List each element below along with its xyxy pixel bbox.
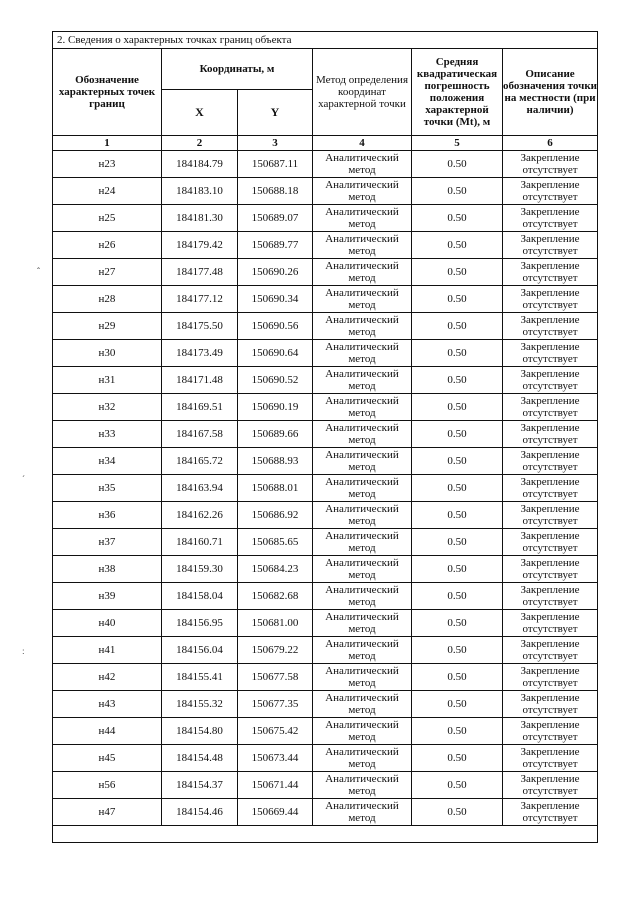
description-cell: Закрепление отсутствует — [503, 502, 598, 529]
description-cell: Закрепление отсутствует — [503, 556, 598, 583]
section-title: 2. Сведения о характерных точках границ объекта — [53, 32, 598, 49]
method-cell: Аналитический метод — [313, 799, 412, 826]
x-coordinate-cell: 184171.48 — [162, 367, 238, 394]
description-cell: Закрепление отсутствует — [503, 691, 598, 718]
y-coordinate-cell: 150687.11 — [238, 151, 313, 178]
error-cell: 0.50 — [412, 583, 503, 610]
method-cell: Аналитический метод — [313, 313, 412, 340]
x-coordinate-cell: 184156.95 — [162, 610, 238, 637]
y-coordinate-cell: 150688.01 — [238, 475, 313, 502]
column-number: 1 — [53, 136, 162, 151]
error-cell: 0.50 — [412, 799, 503, 826]
method-cell: Аналитический метод — [313, 475, 412, 502]
column-number: 3 — [238, 136, 313, 151]
point-id-cell: н41 — [53, 637, 162, 664]
point-id-cell: н44 — [53, 718, 162, 745]
error-cell: 0.50 — [412, 367, 503, 394]
scan-speck: ˊ — [22, 474, 25, 484]
y-coordinate-cell: 150688.18 — [238, 178, 313, 205]
description-cell: Закрепление отсутствует — [503, 637, 598, 664]
x-coordinate-cell: 184155.32 — [162, 691, 238, 718]
y-coordinate-cell: 150689.07 — [238, 205, 313, 232]
y-coordinate-cell: 150681.00 — [238, 610, 313, 637]
y-coordinate-cell: 150689.77 — [238, 232, 313, 259]
description-cell: Закрепление отсутствует — [503, 448, 598, 475]
x-coordinate-cell: 184177.48 — [162, 259, 238, 286]
point-id-cell: н30 — [53, 340, 162, 367]
table-row — [53, 502, 598, 529]
header-error: Средняя квадратическая погрешность положения характерной точки (Mt), м — [412, 49, 503, 136]
error-cell: 0.50 — [412, 286, 503, 313]
table-row — [53, 745, 598, 772]
error-cell: 0.50 — [412, 232, 503, 259]
description-cell: Закрепление отсутствует — [503, 232, 598, 259]
table-row — [53, 286, 598, 313]
table-row — [53, 448, 598, 475]
x-coordinate-cell: 184173.49 — [162, 340, 238, 367]
table-row — [53, 178, 598, 205]
table-row — [53, 664, 598, 691]
point-id-cell: н45 — [53, 745, 162, 772]
y-coordinate-cell: 150684.23 — [238, 556, 313, 583]
x-coordinate-cell: 184181.30 — [162, 205, 238, 232]
column-number: 5 — [412, 136, 503, 151]
description-cell: Закрепление отсутствует — [503, 421, 598, 448]
point-id-cell: н25 — [53, 205, 162, 232]
table-row — [53, 610, 598, 637]
x-coordinate-cell: 184175.50 — [162, 313, 238, 340]
method-cell: Аналитический метод — [313, 691, 412, 718]
method-cell: Аналитический метод — [313, 664, 412, 691]
x-coordinate-cell: 184162.26 — [162, 502, 238, 529]
point-id-cell: н56 — [53, 772, 162, 799]
description-cell: Закрепление отсутствует — [503, 367, 598, 394]
point-id-cell: н36 — [53, 502, 162, 529]
error-cell: 0.50 — [412, 691, 503, 718]
point-id-cell: н24 — [53, 178, 162, 205]
column-number: 2 — [162, 136, 238, 151]
x-coordinate-cell: 184155.41 — [162, 664, 238, 691]
x-coordinate-cell: 184154.46 — [162, 799, 238, 826]
error-cell: 0.50 — [412, 151, 503, 178]
error-cell: 0.50 — [412, 718, 503, 745]
description-cell: Закрепление отсутствует — [503, 610, 598, 637]
point-id-cell: н28 — [53, 286, 162, 313]
y-coordinate-cell: 150685.65 — [238, 529, 313, 556]
table-row — [53, 151, 598, 178]
description-cell: Закрепление отсутствует — [503, 205, 598, 232]
error-cell: 0.50 — [412, 556, 503, 583]
error-cell: 0.50 — [412, 475, 503, 502]
table-row — [53, 232, 598, 259]
y-coordinate-cell: 150690.19 — [238, 394, 313, 421]
x-coordinate-cell: 184154.37 — [162, 772, 238, 799]
description-cell: Закрепление отсутствует — [503, 772, 598, 799]
table-row — [53, 394, 598, 421]
empty-row — [53, 826, 598, 843]
header-method: Метод определения координат характерной точки — [313, 49, 412, 136]
method-cell: Аналитический метод — [313, 367, 412, 394]
error-cell: 0.50 — [412, 178, 503, 205]
point-id-cell: н23 — [53, 151, 162, 178]
description-cell: Закрепление отсутствует — [503, 718, 598, 745]
table-row — [53, 718, 598, 745]
x-coordinate-cell: 184159.30 — [162, 556, 238, 583]
y-coordinate-cell: 150675.42 — [238, 718, 313, 745]
point-id-cell: н31 — [53, 367, 162, 394]
x-coordinate-cell: 184158.04 — [162, 583, 238, 610]
method-cell: Аналитический метод — [313, 340, 412, 367]
error-cell: 0.50 — [412, 637, 503, 664]
table-row — [53, 799, 598, 826]
point-id-cell: н27 — [53, 259, 162, 286]
x-coordinate-cell: 184167.58 — [162, 421, 238, 448]
point-id-cell: н32 — [53, 394, 162, 421]
point-id-cell: н35 — [53, 475, 162, 502]
y-coordinate-cell: 150682.68 — [238, 583, 313, 610]
table-row — [53, 556, 598, 583]
x-coordinate-cell: 184154.80 — [162, 718, 238, 745]
description-cell: Закрепление отсутствует — [503, 313, 598, 340]
description-cell: Закрепление отсутствует — [503, 178, 598, 205]
table-row — [53, 367, 598, 394]
method-cell: Аналитический метод — [313, 151, 412, 178]
method-cell: Аналитический метод — [313, 259, 412, 286]
error-cell: 0.50 — [412, 259, 503, 286]
method-cell: Аналитический метод — [313, 718, 412, 745]
y-coordinate-cell: 150669.44 — [238, 799, 313, 826]
y-coordinate-cell: 150689.66 — [238, 421, 313, 448]
scan-speck: ˆ — [37, 266, 40, 276]
table-row — [53, 637, 598, 664]
x-coordinate-cell: 184169.51 — [162, 394, 238, 421]
point-id-cell: н47 — [53, 799, 162, 826]
x-coordinate-cell: 184156.04 — [162, 637, 238, 664]
header-designation: Обозначение характерных точек границ — [53, 49, 162, 136]
description-cell: Закрепление отсутствует — [503, 259, 598, 286]
y-coordinate-cell: 150673.44 — [238, 745, 313, 772]
error-cell: 0.50 — [412, 745, 503, 772]
description-cell: Закрепление отсутствует — [503, 799, 598, 826]
y-coordinate-cell: 150679.22 — [238, 637, 313, 664]
method-cell: Аналитический метод — [313, 772, 412, 799]
x-coordinate-cell: 184177.12 — [162, 286, 238, 313]
method-cell: Аналитический метод — [313, 286, 412, 313]
table-row — [53, 205, 598, 232]
method-cell: Аналитический метод — [313, 394, 412, 421]
x-coordinate-cell: 184154.48 — [162, 745, 238, 772]
method-cell: Аналитический метод — [313, 637, 412, 664]
header-description: Описание обозначения точки на местности (при наличии) — [503, 49, 598, 136]
x-coordinate-cell: 184183.10 — [162, 178, 238, 205]
y-coordinate-cell: 150690.56 — [238, 313, 313, 340]
error-cell: 0.50 — [412, 394, 503, 421]
method-cell: Аналитический метод — [313, 232, 412, 259]
point-id-cell: н34 — [53, 448, 162, 475]
error-cell: 0.50 — [412, 448, 503, 475]
point-id-cell: н37 — [53, 529, 162, 556]
point-id-cell: н26 — [53, 232, 162, 259]
table-row — [53, 313, 598, 340]
error-cell: 0.50 — [412, 421, 503, 448]
y-coordinate-cell: 150688.93 — [238, 448, 313, 475]
error-cell: 0.50 — [412, 529, 503, 556]
error-cell: 0.50 — [412, 664, 503, 691]
table-row — [53, 475, 598, 502]
method-cell: Аналитический метод — [313, 502, 412, 529]
table-row — [53, 529, 598, 556]
table-row — [53, 691, 598, 718]
method-cell: Аналитический метод — [313, 745, 412, 772]
description-cell: Закрепление отсутствует — [503, 529, 598, 556]
y-coordinate-cell: 150690.52 — [238, 367, 313, 394]
table-row — [53, 772, 598, 799]
description-cell: Закрепление отсутствует — [503, 664, 598, 691]
error-cell: 0.50 — [412, 340, 503, 367]
table-row — [53, 583, 598, 610]
point-id-cell: н42 — [53, 664, 162, 691]
x-coordinate-cell: 184165.72 — [162, 448, 238, 475]
y-coordinate-cell: 150677.58 — [238, 664, 313, 691]
method-cell: Аналитический метод — [313, 610, 412, 637]
empty-cell — [53, 826, 598, 843]
description-cell: Закрепление отсутствует — [503, 394, 598, 421]
y-coordinate-cell: 150671.44 — [238, 772, 313, 799]
method-cell: Аналитический метод — [313, 205, 412, 232]
description-cell: Закрепление отсутствует — [503, 583, 598, 610]
header-x: X — [162, 90, 238, 136]
column-number: 6 — [503, 136, 598, 151]
x-coordinate-cell: 184163.94 — [162, 475, 238, 502]
point-id-cell: н38 — [53, 556, 162, 583]
section-title-row — [53, 32, 598, 49]
method-cell: Аналитический метод — [313, 583, 412, 610]
y-coordinate-cell: 150690.64 — [238, 340, 313, 367]
method-cell: Аналитический метод — [313, 178, 412, 205]
error-cell: 0.50 — [412, 772, 503, 799]
x-coordinate-cell: 184184.79 — [162, 151, 238, 178]
y-coordinate-cell: 150690.34 — [238, 286, 313, 313]
point-id-cell: н29 — [53, 313, 162, 340]
point-id-cell: н40 — [53, 610, 162, 637]
table-row — [53, 340, 598, 367]
method-cell: Аналитический метод — [313, 529, 412, 556]
description-cell: Закрепление отсутствует — [503, 340, 598, 367]
table-row — [53, 259, 598, 286]
column-number-row — [53, 136, 598, 151]
error-cell: 0.50 — [412, 502, 503, 529]
y-coordinate-cell: 150690.26 — [238, 259, 313, 286]
error-cell: 0.50 — [412, 205, 503, 232]
method-cell: Аналитический метод — [313, 421, 412, 448]
x-coordinate-cell: 184160.71 — [162, 529, 238, 556]
error-cell: 0.50 — [412, 313, 503, 340]
error-cell: 0.50 — [412, 610, 503, 637]
column-number: 4 — [313, 136, 412, 151]
header-y: Y — [238, 90, 313, 136]
header-row-top — [53, 49, 598, 90]
description-cell: Закрепление отсутствует — [503, 745, 598, 772]
y-coordinate-cell: 150686.92 — [238, 502, 313, 529]
scan-speck: ˸ — [22, 648, 25, 658]
y-coordinate-cell: 150677.35 — [238, 691, 313, 718]
description-cell: Закрепление отсутствует — [503, 475, 598, 502]
boundary-points-table — [52, 31, 598, 843]
description-cell: Закрепление отсутствует — [503, 286, 598, 313]
point-id-cell: н39 — [53, 583, 162, 610]
point-id-cell: н43 — [53, 691, 162, 718]
header-coordinates: Координаты, м — [162, 49, 313, 90]
x-coordinate-cell: 184179.42 — [162, 232, 238, 259]
point-id-cell: н33 — [53, 421, 162, 448]
description-cell: Закрепление отсутствует — [503, 151, 598, 178]
table-row — [53, 421, 598, 448]
method-cell: Аналитический метод — [313, 448, 412, 475]
method-cell: Аналитический метод — [313, 556, 412, 583]
